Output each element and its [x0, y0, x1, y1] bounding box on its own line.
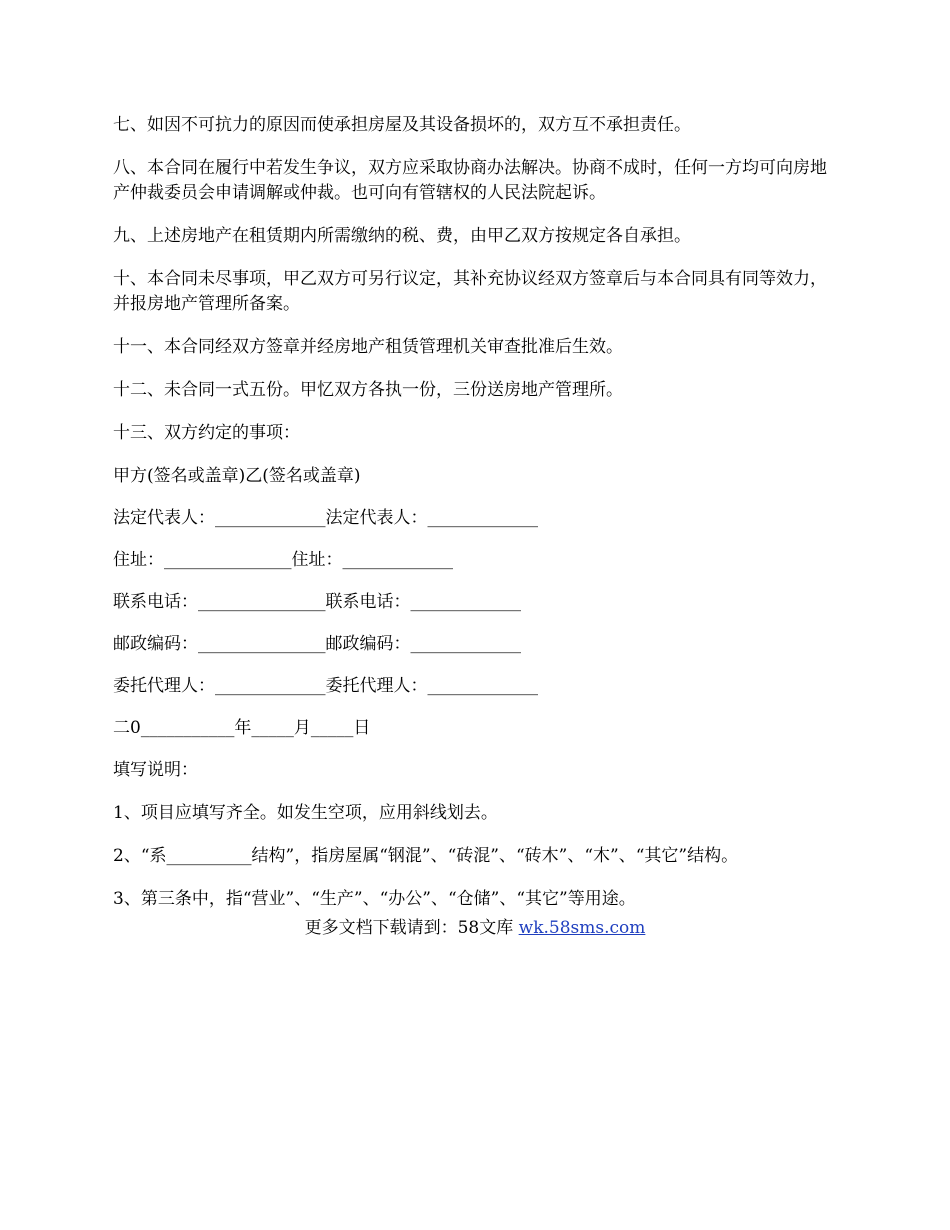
footer-link[interactable]: wk.58sms.com — [518, 918, 646, 938]
clause-12: 十二、未合同一式五份。甲忆双方各执一份，三份送房地产管理所。 — [113, 380, 623, 400]
date-line: 二0___________年_____月_____日 — [113, 718, 371, 738]
address-line: 住址：_______________住址：_____________ — [113, 550, 453, 570]
clause-7: 七、如因不可抗力的原因而使承担房屋及其设备损坏的，双方互不承担责任。 — [113, 115, 691, 135]
instruction-3: 3、第三条中，指“营业”、“生产”、“办公”、“仓储”、“其它”等用途。 — [113, 889, 636, 909]
instructions-heading: 填写说明： — [113, 760, 198, 780]
clause-13: 十三、双方约定的事项： — [113, 423, 300, 443]
phone-line: 联系电话：_______________联系电话：_____________ — [113, 592, 521, 612]
instruction-2: 2、“系__________结构”，指房屋属“钢混”、“砖混”、“砖木”、“木”、“其它”结构。 — [113, 846, 739, 866]
legal-representative-line: 法定代表人：_____________法定代表人：_____________ — [113, 508, 538, 528]
footer-text: 更多文档下载请到：58文库 — [304, 918, 514, 938]
agent-line: 委托代理人：_____________委托代理人：_____________ — [113, 676, 538, 696]
document-body — [113, 113, 843, 930]
clause-10: 十、本合同未尽事项，甲乙双方可另行议定，其补充协议经双方签章后与本合同具有同等效力，并报房地产管理所备案。 — [113, 269, 827, 314]
clause-9: 九、上述房地产在租赁期内所需缴纳的税、费，由甲乙双方按规定各自承担。 — [113, 226, 691, 246]
footer — [0, 916, 950, 941]
clause-8: 八、本合同在履行中若发生争议，双方应采取协商办法解决。协商不成时，任何一方均可向房地产仲裁委员会申请调解或仲裁。也可向有管辖权的人民法院起诉。 — [113, 158, 827, 203]
instruction-1: 1、项目应填写齐全。如发生空项，应用斜线划去。 — [113, 803, 498, 823]
postcode-line: 邮政编码：_______________邮政编码：_____________ — [113, 634, 521, 654]
signature-parties: 甲方(签名或盖章)乙(签名或盖章) — [113, 466, 361, 486]
clause-11: 十一、本合同经双方签章并经房地产租赁管理机关审查批准后生效。 — [113, 337, 623, 357]
